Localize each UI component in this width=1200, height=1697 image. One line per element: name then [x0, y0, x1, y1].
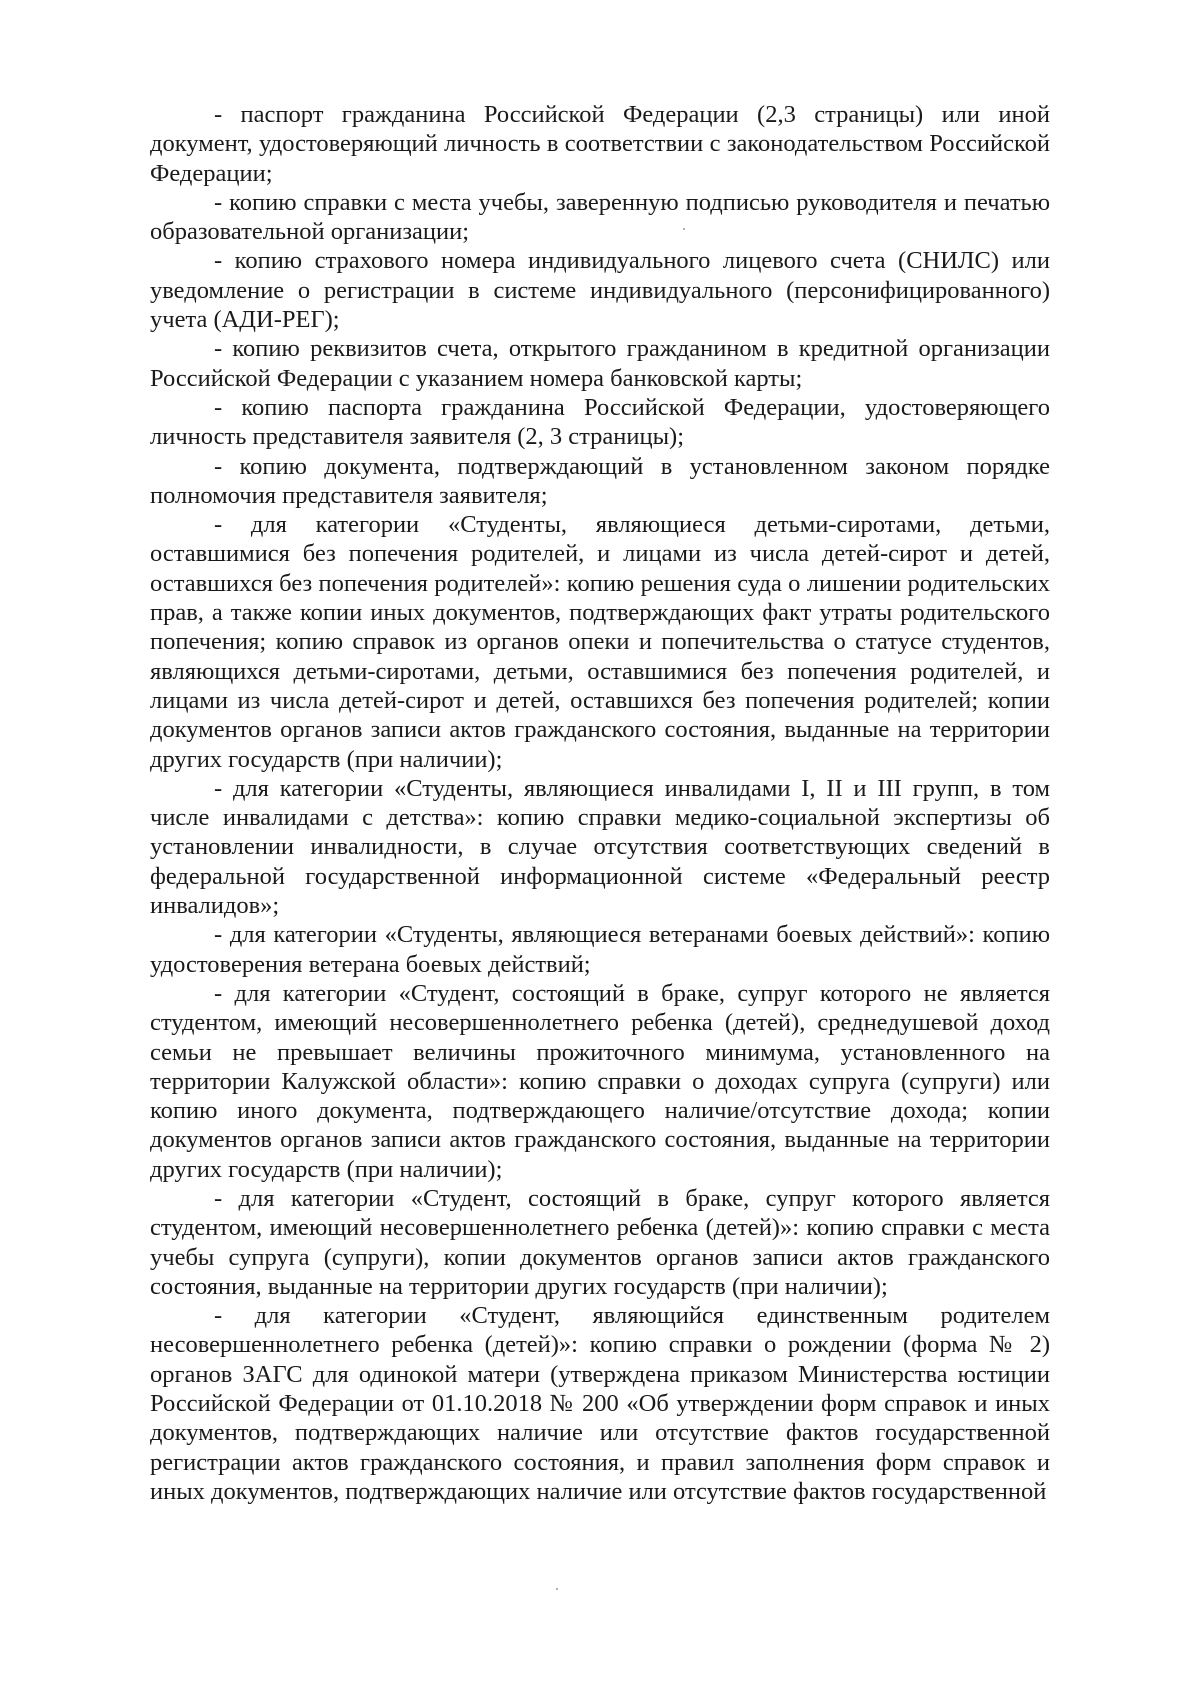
list-item-disabled-category: - для категории «Студенты, являющиеся инвалидами I, II и III групп, в том числе инвалидами с детства»: копию справки медико-социальной экспертизы об установлении инвалидности, в случае отсутствия соответствующих сведений в федеральной государственной информационной системе «Федеральный реестр инвалидов»; [150, 774, 1050, 920]
document-body [150, 100, 1050, 1506]
list-item-passport: - паспорт гражданина Российской Федерации (2,3 страницы) или иной документ, удостоверяющий личность в соответствии с законодательством Российской Федерации; [150, 101, 1050, 187]
list-item-representative-authority: - копию документа, подтверждающий в установленном законом порядке полномочия представителя заявителя; [150, 452, 1050, 509]
list-item-bank-details: - копию реквизитов счета, открытого гражданином в кредитной организации Российской Федерации с указанием номера банковской карты; [150, 335, 1050, 392]
scan-speck [556, 1588, 558, 1590]
list-item-veterans-category: - для категории «Студенты, являющиеся ветеранами боевых действий»: копию удостоверения ветерана боевых действий; [150, 921, 1050, 978]
list-item-snils: - копию страхового номера индивидуального лицевого счета (СНИЛС) или уведомление о регистрации в системе индивидуального (персонифицированного) учета (АДИ-РЕГ); [150, 247, 1050, 334]
list-item-married-student-spouse: - для категории «Студент, состоящий в браке, супруг которого является студентом, имеющий несовершеннолетнего ребенка (детей)»: копию справки с места учебы супруга (супруги), копии документов органов записи актов гражданского состояния, выданные на территории других государств (при наличии); [150, 1184, 1050, 1300]
list-item-married-non-student-spouse: - для категории «Студент, состоящий в браке, супруг которого не является студентом, имеющий несовершеннолетнего ребенка (детей), среднедушевой доход семьи не превышает величины прожиточного минимума, установленного на территории Калужской области»: копию справки о доходах супруга (супруги) или копию иного документа, подтверждающего наличие/отсутствие дохода; копии документов органов записи актов гражданского состояния, выданные на территории других государств (при наличии); [150, 979, 1050, 1183]
list-item-representative-passport: - копию паспорта гражданина Российской Федерации, удостоверяющего личность представителя заявителя (2, 3 страницы); [150, 393, 1050, 451]
list-item-orphans-category: - для категории «Студенты, являющиеся детьми-сиротами, детьми, оставшимися без попечения родителей, и лицами из числа детей-сирот и детей, оставшихся без попечения родителей»: копию решения суда о лишении родительских прав, а также копии иных документов, подтверждающих факт утраты родительского попечения; копию справок из органов опеки и попечительства о статусе студентов, являющихся детьми-сиротами, детьми, оставшимися без попечения родителей, и лицами из числа детей-сирот и детей, оставшихся без попечения родителей; копии документов органов записи актов гражданского состояния, выданные на территории других государств (при наличии); [150, 511, 1050, 773]
list-item-single-parent: - для категории «Студент, являющийся единственным родителем несовершеннолетнего ребенка (детей)»: копию справки о рождении (форма № 2) органов ЗАГС для одинокой матери (утверждена приказом Министерства юстиции Российской Федерации от 01.10.2018 № 200 «Об утверждении форм справок и иных документов, подтверждающих наличие или отсутствие фактов государственной регистрации актов гражданского состояния, и правил заполнения форм справок и иных документов, подтверждающих наличие или отсутствие фактов государственной [150, 1302, 1050, 1505]
list-item-study-certificate: - копию справки с места учебы, заверенную подписью руководителя и печатью образовательной организации; [150, 188, 1050, 246]
